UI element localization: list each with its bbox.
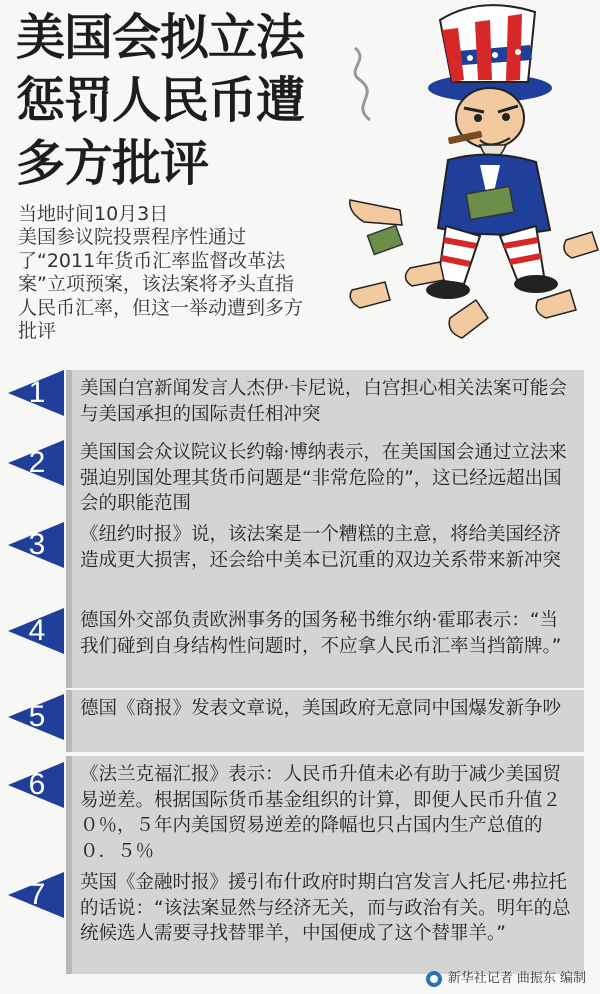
item-number: 6: [28, 768, 46, 801]
uncle-sam-illustration: [340, 0, 600, 360]
item-text: 德国《商报》发表文章说，美国政府无意同中国爆发新争吵: [66, 690, 584, 752]
item-text: 美国国会众议院议长约翰·博纳表示，在美国国会通过立法来强迫别国处理其货币问题是“非常危险的”，这已经远超出国会的职能范围: [66, 434, 584, 520]
item-number: 1: [28, 376, 46, 409]
title-line: 美国会拟立法: [16, 9, 305, 66]
title-line: 多方批评: [16, 135, 209, 192]
credit-text: 新华社记者 曲振东 编制: [447, 971, 586, 986]
item-number: 3: [28, 528, 46, 561]
item-number: 5: [28, 700, 46, 733]
item-text: 英国《金融时报》援引布什政府时期白宫发言人托尼·弗拉托的话说：“该法案显然与经济无关，而与政治有关。明年的总统候选人需要寻找替罪羊，中国便成了这个替罪羊。”: [66, 864, 584, 974]
item-number: 2: [28, 446, 46, 479]
xinhua-logo-icon: [426, 971, 442, 987]
page-title: [16, 6, 356, 195]
item-number: 4: [28, 614, 46, 647]
item-text: 《纽约时报》说，该法案是一个糟糕的主意，将给美国经济造成更大损害，还会给中美本已沉重的双边关系带来新冲突: [66, 516, 584, 602]
item-text: 德国外交部负责欧洲事务的国务秘书维尔纳·霍耶表示：“当我们碰到自身结构性问题时，不应拿人民币汇率当挡箭牌。”: [66, 602, 584, 688]
credit-line: [426, 970, 586, 988]
title-line: 惩罚人民币遭: [16, 72, 305, 129]
item-text: 《法兰克福汇报》表示：人民币升值未必有助于减少美国贸易逆差。根据国际货币基金组织的计算，即便人民币升值２０％，５年内美国贸易逆差的降幅也只占国内生产总值的０．５％: [66, 756, 584, 866]
intro-paragraph: 美国参议院投票程序性通过了“2011年货币汇率监督改革法案”立项预案，该法案将矛头直指人民币汇率，但这一举动遭到多方批评: [18, 226, 304, 342]
date-line: 当地时间10月3日: [18, 203, 169, 225]
item-text: 美国白宫新闻发言人杰伊·卡尼说，白宫担心相关法案可能会与美国承担的国际责任相冲突: [66, 370, 584, 434]
item-number: 7: [28, 878, 46, 911]
